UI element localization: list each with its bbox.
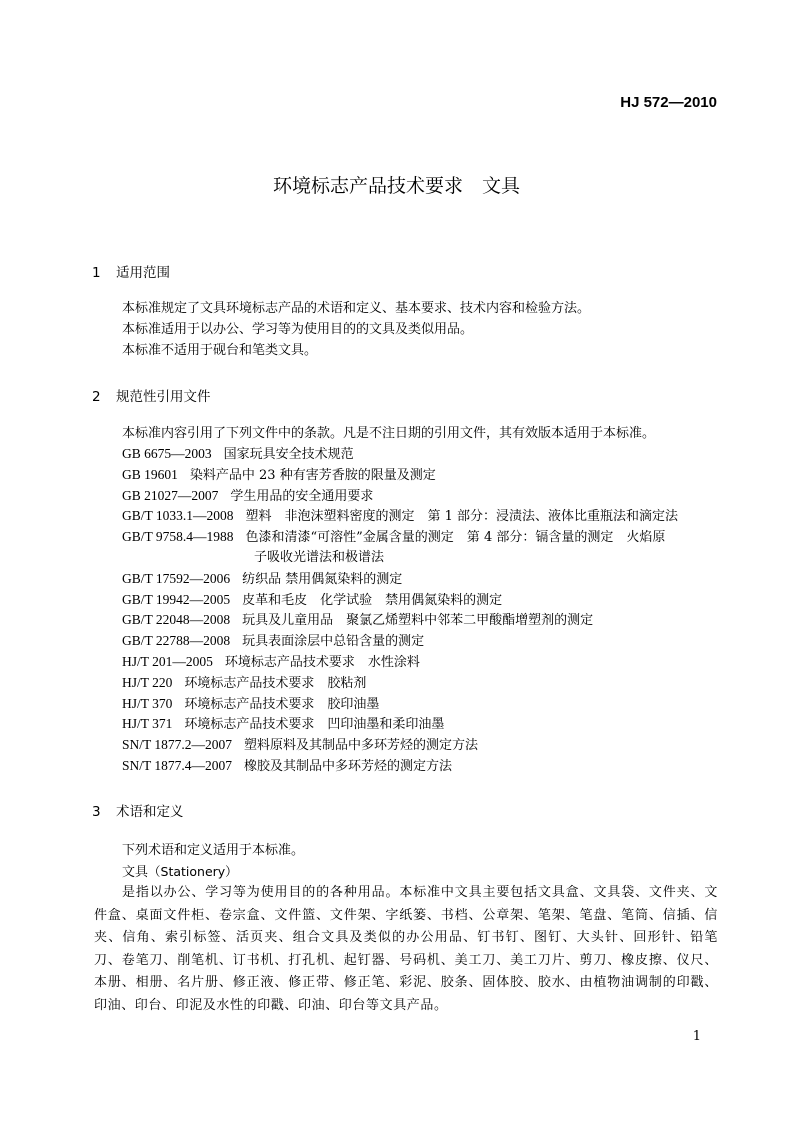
section-number: 3 [92, 804, 101, 820]
section-2-intro: 本标准内容引用了下列文件中的条款。凡是不注日期的引用文件，其有效版本适用于本标准。 [122, 426, 656, 441]
section-title: 适用范围 [116, 265, 170, 281]
reference-item: GB/T 9758.4—1988 色漆和清漆“可溶性”金属含量的测定 第 4 部分：镉含量的测定 火焰原 [122, 529, 666, 546]
document-title: 环境标志产品技术要求 文具 [272, 175, 520, 197]
section-3-heading [92, 800, 184, 820]
reference-item: GB/T 19942—2005 皮革和毛皮 化学试验 禁用偶氮染料的测定 [122, 591, 503, 608]
reference-item: HJ/T 370 环境标志产品技术要求 胶印油墨 [122, 695, 380, 712]
term-english: （Stationery） [148, 864, 238, 879]
section-title: 规范性引用文件 [116, 389, 211, 405]
section-number: 2 [92, 389, 101, 405]
reference-item: GB/T 1033.1—2008 塑料 非泡沫塑料密度的测定 第 1 部分：浸渍法、液体比重瓶法和滴定法 [122, 508, 679, 525]
reference-list [122, 444, 678, 777]
reference-item: GB/T 22048—2008 玩具及儿童用品 聚氯乙烯塑料中邻苯二甲酸酯增塑剂的测定 [122, 612, 594, 629]
page-number: 1 [692, 1029, 701, 1044]
reference-item: HJ/T 371 环境标志产品技术要求 凹印油墨和柔印油墨 [122, 716, 445, 733]
reference-item: GB/T 22788—2008 玩具表面涂层中总铅含量的测定 [122, 633, 425, 650]
section-1-heading [92, 261, 170, 281]
section-1-paragraph-2: 本标准适用于以办公、学习等为使用目的的文具及类似用品。 [122, 322, 474, 337]
section-number: 1 [92, 265, 101, 281]
reference-item: SN/T 1877.2—2007 塑料原料及其制品中多环芳烃的测定方法 [122, 737, 479, 754]
reference-item: HJ/T 220 环境标志产品技术要求 胶粘剂 [122, 674, 367, 691]
term-chinese: 文具 [122, 865, 149, 880]
term-definition: 是指以办公、学习等为使用目的的各种用品。本标准中文具主要包括文具盒、文具袋、文件夹、文件盒、桌面文件柜、卷宗盒、文件篮、文件架、字纸篓、书档、公章架、笔架、笔盘、笔筒、信插、信夹、信角、索引标签、活页夹、组合文具及类似的办公用品、钉书钉、图钉、大头针、回形针、铅笔刀、卷笔刀、削笔机、订书机、打孔机、起钉器、号码机、美工刀、美工刀片、剪刀、橡皮擦、仪尺、本册、相册、名片册、修正液、修正带、修正笔、彩泥、胶条、固体胶、胶水、由植物油调制的印戳、印油、印台、印泥及水性的印戳、印油、印台等文具产品。 [94, 885, 718, 1013]
section-3-intro: 下列术语和定义适用于本标准。 [122, 843, 305, 858]
reference-item: HJ/T 201—2005 环境标志产品技术要求 水性涂料 [122, 653, 420, 670]
section-1-paragraph-3: 本标准不适用于砚台和笔类文具。 [122, 343, 318, 358]
reference-item: GB/T 17592—2006 纺织品 禁用偶氮染料的测定 [122, 570, 403, 587]
term-heading [122, 861, 238, 880]
reference-item: GB 6675—2003 国家玩具安全技术规范 [122, 446, 354, 462]
reference-item: GB 19601 染料产品中 23 种有害芳香胺的限量及测定 [122, 466, 436, 483]
section-1-paragraph-1: 本标准规定了文具环境标志产品的术语和定义、基本要求、技术内容和检验方法。 [122, 301, 591, 316]
section-title: 术语和定义 [116, 804, 184, 820]
section-2-heading [92, 385, 211, 405]
document-code: HJ 572—2010 [620, 94, 717, 111]
reference-item: GB 21027—2007 学生用品的安全通用要求 [122, 487, 374, 504]
reference-item: SN/T 1877.4—2007 橡胶及其制品中多环芳烃的测定方法 [122, 757, 453, 774]
reference-item-continuation: 子吸收光谱法和极谱法 [254, 549, 385, 565]
